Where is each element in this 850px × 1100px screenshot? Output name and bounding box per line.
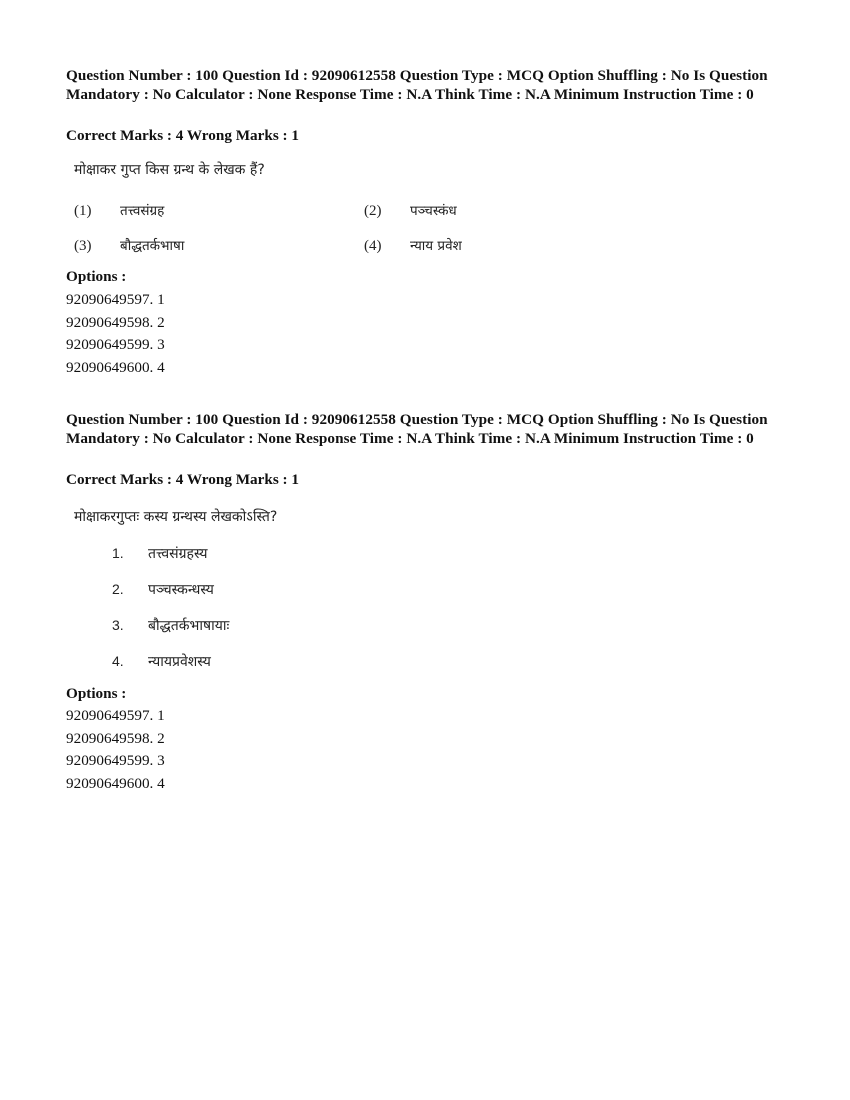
question-2-choice-3 xyxy=(112,616,229,635)
question-2-options-list xyxy=(66,705,786,796)
option-line: 92090649597. 1 xyxy=(66,291,165,308)
choice-number: 1. xyxy=(112,545,124,561)
choice-text: पञ्चस्कंध xyxy=(410,203,457,219)
question-2-choice-1 xyxy=(112,544,208,563)
question-1-marks: Correct Marks : 4 Wrong Marks : 1 xyxy=(66,127,299,144)
choice-number: (2) xyxy=(364,203,382,219)
question-2-text: मोक्षाकरगुप्तः कस्य ग्रन्थस्य लेखकोऽस्ति? xyxy=(74,509,278,525)
option-line: 92090649598. 2 xyxy=(66,729,165,747)
choice-number: (4) xyxy=(364,238,382,254)
choice-number: (3) xyxy=(74,238,92,254)
question-2-meta: Question Number : 100 Question Id : 92090612558 Question Type : MCQ Option Shuffling : No Is Question Mandatory : No Calculator : None Response Time : N.A Think Time : N.A Minimum Instruction Time : 0 xyxy=(66,411,768,447)
choice-number: 2. xyxy=(112,581,124,597)
choice-text: न्यायप्रवेशस्य xyxy=(148,654,211,670)
question-2-choice-4 xyxy=(112,652,211,671)
question-1-text: मोक्षाकर गुप्त किस ग्रन्थ के लेखक हैं? xyxy=(74,162,265,178)
question-1-meta: Question Number : 100 Question Id : 92090612558 Question Type : MCQ Option Shuffling : No Is Question Mandatory : No Calculator : None Response Time : N.A Think Time : N.A Minimum Instruction Time : 0 xyxy=(66,67,768,103)
question-1-options-list xyxy=(66,289,786,380)
choice-text: पञ्चस्कन्धस्य xyxy=(148,582,214,598)
choice-text: न्याय प्रवेश xyxy=(410,238,462,254)
choice-number: (1) xyxy=(74,203,92,219)
choice-number: 4. xyxy=(112,653,124,669)
question-1-choice-3 xyxy=(74,236,184,255)
option-line: 92090649600. 4 xyxy=(66,359,165,377)
option-line: 92090649599. 3 xyxy=(66,752,165,770)
option-line: 92090649599. 3 xyxy=(66,336,165,354)
choice-text: बौद्धतर्कभाषा xyxy=(120,238,185,254)
choice-number: 3. xyxy=(112,617,124,633)
option-line: 92090649598. 2 xyxy=(66,313,165,331)
choice-text: तत्त्वसंग्रहस्य xyxy=(148,546,208,562)
question-2-options-label: Options : xyxy=(66,685,127,702)
choice-text: तत्त्वसंग्रह xyxy=(120,203,165,219)
question-1-choice-1 xyxy=(74,201,164,220)
question-1-choice-4 xyxy=(364,236,462,255)
question-1-options-label: Options : xyxy=(66,268,127,285)
question-2-marks: Correct Marks : 4 Wrong Marks : 1 xyxy=(66,471,299,488)
question-2-choice-2 xyxy=(112,580,214,599)
option-line: 92090649597. 1 xyxy=(66,707,165,724)
choice-text: बौद्धतर्कभाषायाः xyxy=(148,618,230,634)
question-1-choice-2 xyxy=(364,201,457,220)
option-line: 92090649600. 4 xyxy=(66,775,165,793)
